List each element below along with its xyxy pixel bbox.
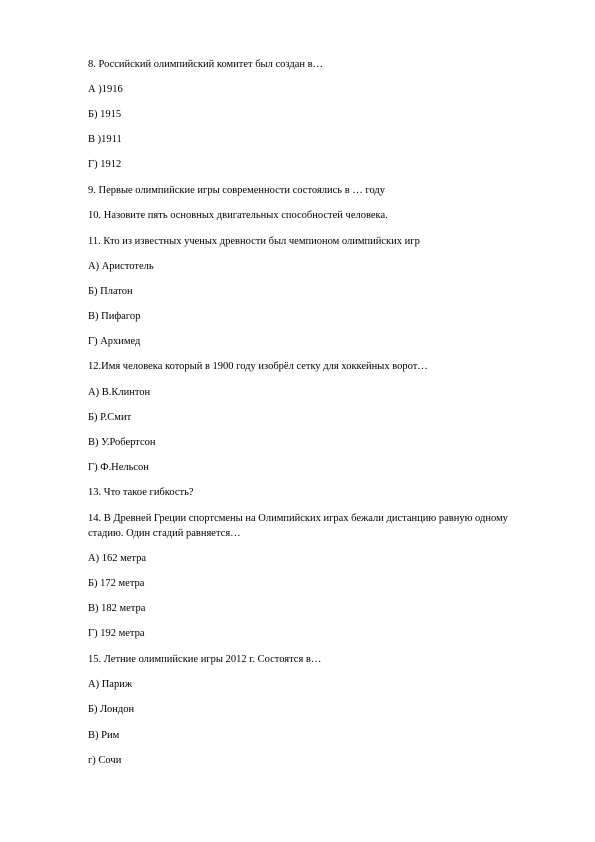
question-11: 11. Кто из известных ученых древности был чемпионом олимпийских игр	[88, 236, 420, 247]
answer-12c: В) У.Робертсон	[88, 437, 156, 448]
answer-11c: В) Пифагор	[88, 311, 141, 322]
answer-8d: Г) 1912	[88, 159, 122, 170]
answer-12a: А) В.Клинтон	[88, 387, 151, 398]
answer-15c: В) Рим	[88, 730, 120, 741]
answer-15d: г) Сочи	[88, 755, 122, 766]
question-13: 13. Что такое гибкость?	[88, 487, 194, 498]
question-12: 12.Имя человека который в 1900 году изобрёл сетку для хоккейных ворот…	[88, 361, 428, 372]
question-15: 15. Летние олимпийские игры 2012 г. Состоятся в…	[88, 654, 322, 665]
answer-8c: В )1911	[88, 134, 122, 145]
answer-11b: Б) Платон	[88, 286, 133, 297]
answer-11d: Г) Архимед	[88, 336, 141, 347]
answer-12b: Б) Р.Смит	[88, 412, 132, 423]
answer-15b: Б) Лондон	[88, 704, 135, 715]
question-10: 10. Назовите пять основных двигательных способностей человека.	[88, 210, 388, 221]
answer-14d: Г) 192 метра	[88, 628, 145, 639]
answer-8b: Б) 1915	[88, 109, 122, 120]
answer-15a: А) Париж	[88, 679, 133, 690]
answer-14b: Б) 172 метра	[88, 578, 145, 589]
question-9: 9. Первые олимпийские игры современности состоялись в … году	[88, 185, 385, 196]
answer-8a: А )1916	[88, 84, 123, 95]
answer-14c: В) 182 метра	[88, 603, 146, 614]
question-14: 14. В Древней Греции спортсмены на Олимпийских играх бежали дистанцию равную одному стадию. Один стадий равняется…	[88, 513, 508, 539]
answer-11a: А) Аристотель	[88, 261, 154, 272]
answer-12d: Г) Ф.Нельсон	[88, 462, 149, 473]
question-8: 8. Российский олимпийский комитет был создан в…	[88, 59, 324, 70]
answer-14a: А) 162 метра	[88, 553, 147, 564]
